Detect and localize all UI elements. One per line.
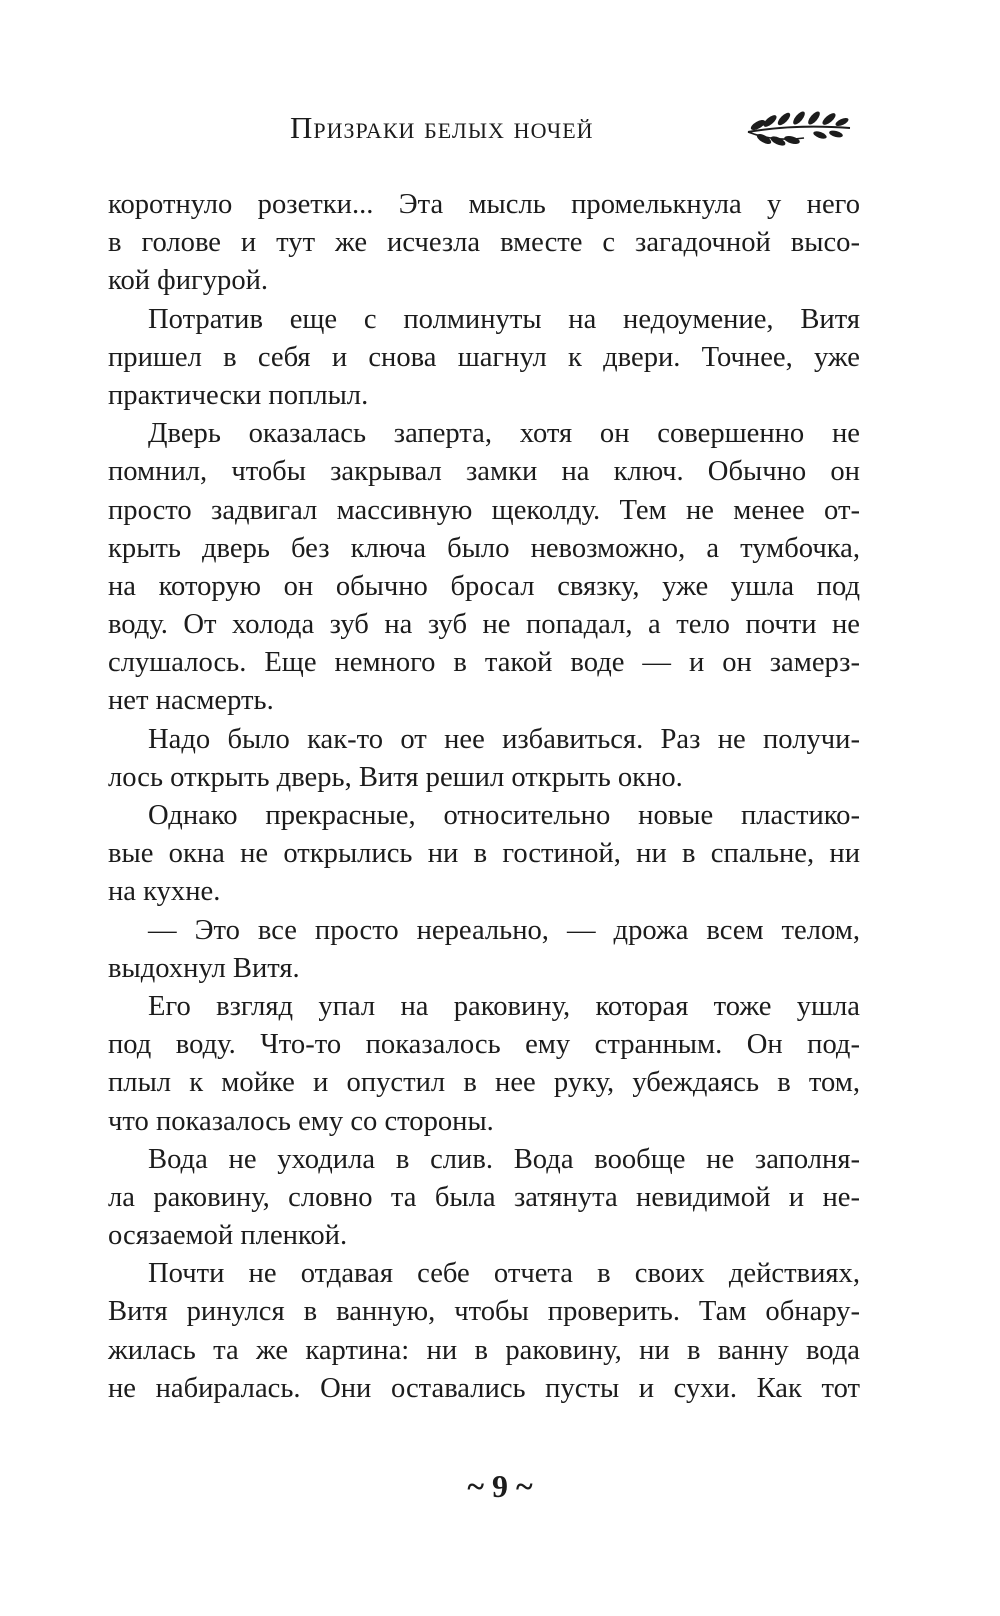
text-line: Надо было как-то от нее избавиться. Раз не получи- [148,723,860,755]
text-line: выдохнул Витя. [108,952,300,984]
text-line: жилась та же картина: ни в раковину, ни в ванну вода [108,1334,860,1366]
text-line: осязаемой пленкой. [108,1220,348,1252]
paragraph [108,988,860,1141]
text-line: в голове и тут же исчезла вместе с загадочной высо- [108,227,860,259]
text-line: коротнуло розетки... Эта мысль промелькнула у него [108,189,860,220]
text-line: не набиралась. Они оставались пусты и сухи. Как тот [108,1372,860,1404]
text-line: Вода не уходила в слив. Вода вообще не заполня- [148,1143,860,1175]
text-line: Дверь оказалась заперта, хотя он совершенно не [148,418,860,450]
paragraph [108,1255,860,1408]
text-line: плыл к мойке и опустил в нее руку, убеждаясь в том, [108,1067,860,1099]
text-line: ла раковину, словно та была затянута невидимой и не- [108,1181,860,1213]
text-line: кой фигурой. [108,265,269,297]
text-line: — Это все просто нереально, — дрожа всем телом, [148,914,860,946]
paragraph [108,186,860,301]
text-line: под воду. Что-то показалось ему странным. Он под- [108,1029,860,1061]
text-line: воду. От холода зуб на зуб не попадал, а тело почти не [108,609,860,641]
text-line: лось открыть дверь, Витя решил открыть окно. [108,761,683,793]
paragraph [108,721,860,797]
paragraph [108,1141,860,1256]
running-head-title: Призраки белых ночей [290,110,594,145]
text-line: нет насмерть. [108,685,274,717]
text-line: Витя ринулся в ванную, чтобы проверить. Там обнару- [108,1296,860,1328]
text-line: просто задвигал массивную щеколду. Тем не менее от- [108,494,860,526]
paragraph [108,797,860,912]
text-line: помнил, чтобы закрывал замки на ключ. Обычно он [108,456,860,488]
laurel-branch-icon [744,108,854,150]
text-line: Однако прекрасные, относительно новые пластико- [148,800,860,831]
paragraph [108,415,860,721]
text-line: Его взгляд упал на раковину, которая тоже ушла [148,990,860,1022]
text-line: слушалось. Еще немного в такой воде — и он замерз- [108,647,860,679]
text-line: на кухне. [108,876,221,908]
paragraph [108,301,860,416]
page-number: ~ 9 ~ [467,1468,533,1504]
text-line: пришел в себя и снова шагнул к двери. Точнее, уже [108,341,860,373]
text-line: что показалось ему со стороны. [108,1105,494,1137]
text-line: вые окна не открылись ни в гостиной, ни в спальне, ни [108,838,860,870]
body-text [108,186,860,1408]
text-line: практически поплыл. [108,379,369,411]
text-line: на которую он обычно бросал связку, уже ушла под [108,570,860,602]
text-line: Почти не отдавая себе отчета в своих действиях, [148,1258,860,1290]
text-line: Потратив еще с полминуты на недоумение, Витя [148,303,860,335]
paragraph [108,912,860,988]
text-line: крыть дверь без ключа было невозможно, а тумбочка, [108,532,860,564]
